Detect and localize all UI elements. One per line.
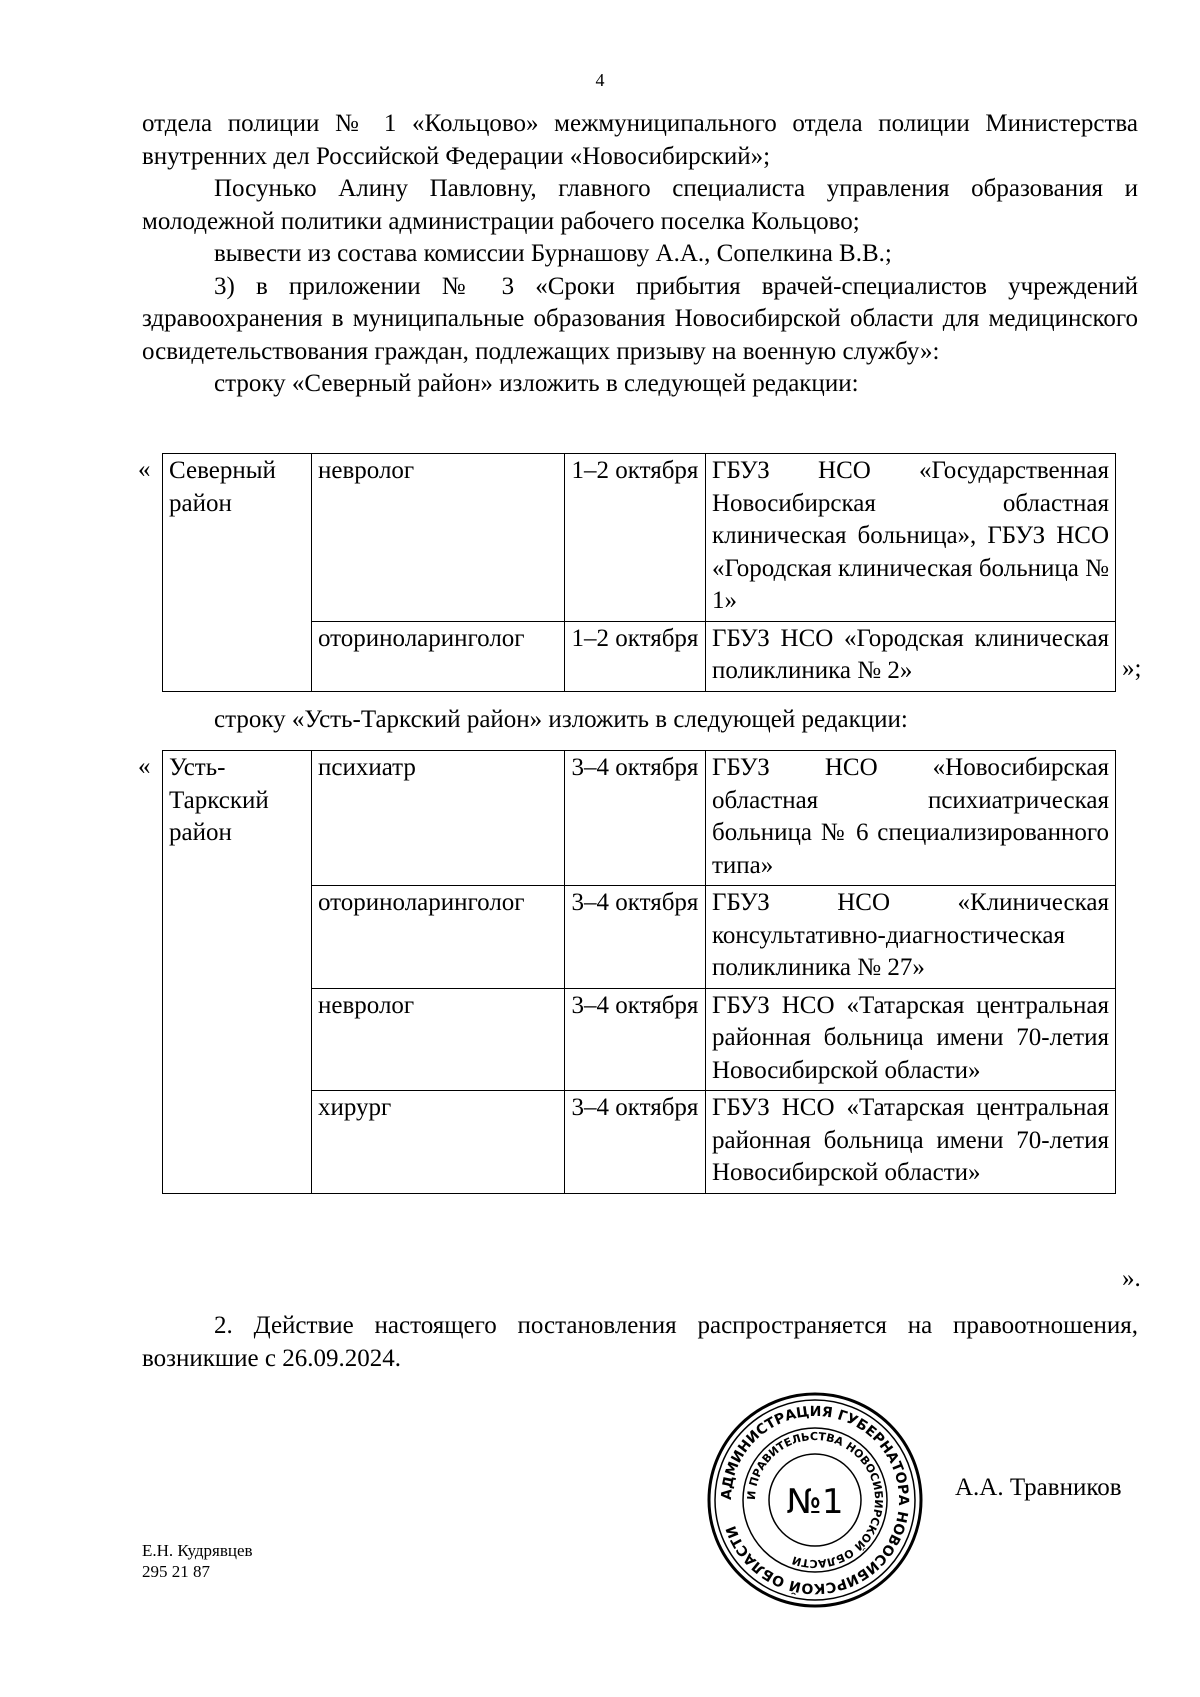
district-cell: Северный район [163,454,312,692]
executor-phone: 295 21 87 [142,1562,210,1581]
organization-cell: ГБУЗ НСО «Новосибирская областная психиатрическая больница № 6 специализированного типа» [706,751,1116,886]
table1-open-quote: « [138,456,151,483]
date-cell: 3–4 октября [565,751,706,886]
table-severny [162,453,1116,692]
paragraph-severny-intro: строку «Северный район» изложить в следующей редакции: [214,370,859,397]
seal-outer-text: АДМИНИСТРАЦИЯ ГУБЕРНАТОРА НОВОСИБИРСКОЙ ОБЛАСТИ [718,1403,912,1597]
specialist-cell: оториноларинголог [312,886,565,989]
table2-open-quote: « [138,753,151,780]
table-row [163,454,1116,622]
paragraph-appendix-3: 3) в приложении № 3 «Сроки прибытия врачей-специалистов учреждений здравоохранения в муниципальные образования Новосибирской области для медицинского освидетельствования граждан, подлежащих призыву на военную службу»: [142,272,1138,365]
date-cell: 1–2 октября [565,621,706,691]
specialist-cell: психиатр [312,751,565,886]
organization-cell: ГБУЗ НСО «Татарская центральная районная больница имени 70-летия Новосибирской области» [706,988,1116,1091]
body-text-bottom [142,1310,1138,1375]
body-text-top [142,108,1138,401]
table-ust-tarka [162,750,1116,1194]
page-number: 4 [595,70,605,90]
specialist-cell: хирург [312,1091,565,1194]
organization-cell: ГБУЗ НСО «Клиническая консультативно-диагностическая поликлиника № 27» [706,886,1116,989]
date-cell: 1–2 октября [565,454,706,622]
official-seal-icon [705,1390,925,1610]
table-row [163,751,1116,886]
body-text-middle [142,704,1138,737]
seal-inner-text: И ПРАВИТЕЛЬСТВА НОВОСИБИРСКОЙ ОБЛАСТИ [744,1429,886,1571]
paragraph-ust-tarka-intro: строку «Усть-Таркский район» изложить в следующей редакции: [214,706,908,733]
paragraph-effective-date: 2. Действие настоящего постановления распространяется на правоотношения, возникшие с 26.09.2024. [142,1312,1138,1372]
paragraph-remove-members: вывести из состава комиссии Бурнашову А.А., Сопелкина В.В.; [214,240,892,267]
signer-name: А.А. Травников [955,1474,1122,1501]
organization-cell: ГБУЗ НСО «Городская клиническая поликлиника № 2» [706,621,1116,691]
executor-info [142,1540,253,1582]
organization-cell: ГБУЗ НСО «Государственная Новосибирская областная клиническая больница», ГБУЗ НСО «Городская клиническая больница № 1» [706,454,1116,622]
date-cell: 3–4 октября [565,886,706,989]
paragraph-police: отдела полиции № 1 «Кольцово» межмуниципального отдела полиции Министерства внутренних дел Российской Федерации «Новосибирский»; [142,110,1138,170]
paragraph-posunko: Посунько Алину Павловну, главного специалиста управления образования и молодежной политики администрации рабочего поселка Кольцово; [142,175,1138,235]
table1-close-quote: »; [1122,655,1142,682]
specialist-cell: невролог [312,988,565,1091]
organization-cell: ГБУЗ НСО «Татарская центральная районная больница имени 70-летия Новосибирской области» [706,1091,1116,1194]
date-cell: 3–4 октября [565,1091,706,1194]
table2-close-quote: ». [1122,1265,1141,1292]
specialist-cell: невролог [312,454,565,622]
specialist-cell: оториноларинголог [312,621,565,691]
district-cell: Усть-Таркский район [163,751,312,1194]
seal-number: №1 [786,1482,844,1522]
date-cell: 3–4 октября [565,988,706,1091]
executor-name: Е.Н. Кудрявцев [142,1541,253,1560]
